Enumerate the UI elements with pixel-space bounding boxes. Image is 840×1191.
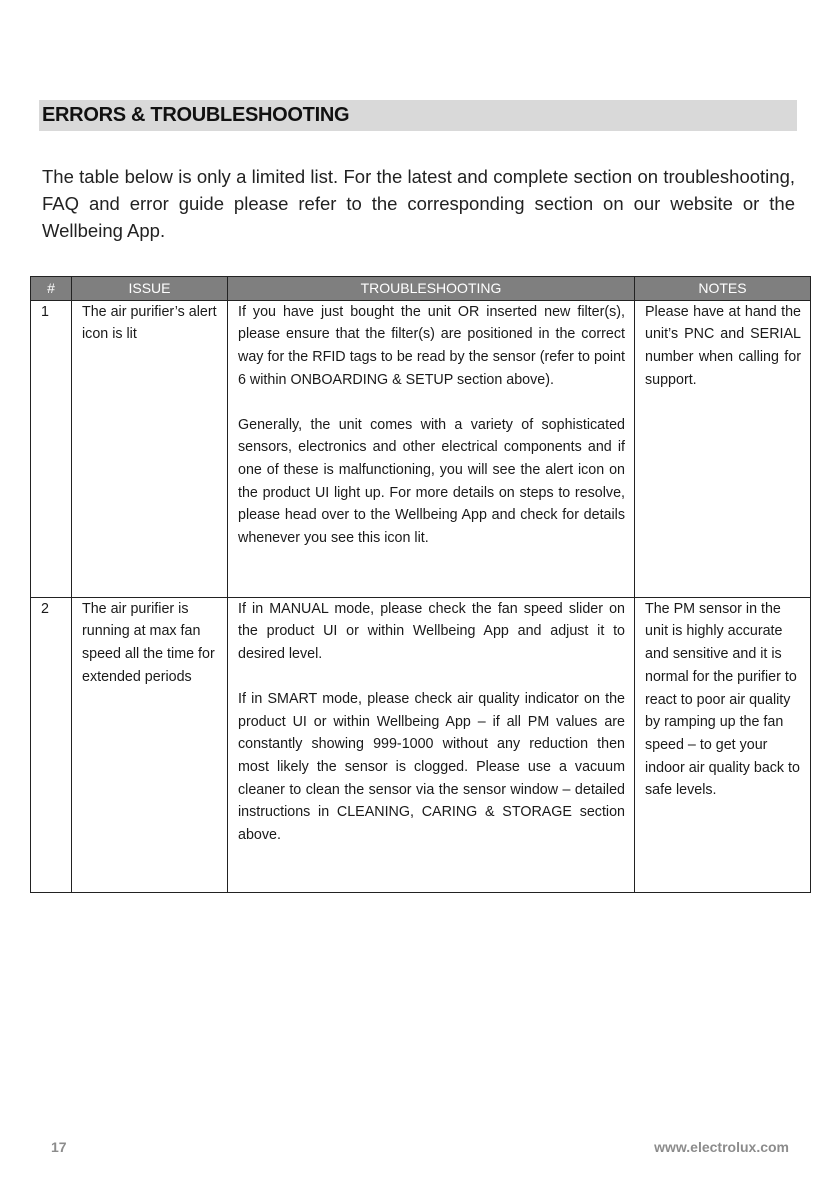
troubleshooting-table <box>30 276 811 893</box>
row-notes <box>635 300 811 597</box>
header-troubleshooting: TROUBLESHOOTING <box>228 277 635 301</box>
row-issue: The air purifier’s alert icon is lit <box>72 300 228 597</box>
row-troubleshooting <box>228 300 635 597</box>
header-notes: NOTES <box>635 277 811 301</box>
row-notes <box>635 597 811 892</box>
header-issue: ISSUE <box>72 277 228 301</box>
table-row <box>31 597 811 892</box>
notes-text: The PM sensor in the unit is highly accurate and sensitive and it is normal for the purifier to react to poor air quality by ramping up the fan speed – to get your indoor air quality back to safe levels. <box>645 600 800 799</box>
page-number: 17 <box>51 1139 67 1155</box>
footer-website: www.electrolux.com <box>654 1139 789 1155</box>
section-title: ERRORS & TROUBLESHOOTING <box>39 100 797 131</box>
row-issue: The air purifier is running at max fan speed all the time for extended periods <box>72 597 228 892</box>
row-number: 2 <box>31 597 72 892</box>
intro-paragraph: The table below is only a limited list. For the latest and complete section on troubleshooting, FAQ and error guide please refer to the corresponding section on our website or the Wellbeing App. <box>42 166 795 241</box>
row-number: 1 <box>31 300 72 597</box>
row-troubleshooting <box>228 597 635 892</box>
table-header-row <box>31 277 811 301</box>
table-row <box>31 300 811 597</box>
header-number: # <box>31 277 72 301</box>
troubleshooting-paragraph: Generally, the unit comes with a variety of sophisticated sensors, electronics and other electrical components and if one of these is malfunctioning, you will see the alert icon on the product UI light up. For more details on steps to resolve, please head over to the Wellbeing App and check for details whenever you see this icon lit. <box>238 416 625 547</box>
troubleshooting-paragraph: If in SMART mode, please check air quality indicator on the product UI or within Wellbeing App – if all PM values are constantly showing 999-1000 without any reduction then most likely the sensor is clogged. Please use a vacuum cleaner to clean the sensor via the sensor window – detailed instructions in CLEANING, CARING & STORAGE section above. <box>238 690 625 844</box>
notes-text: Please have at hand the unit’s PNC and SERIAL number when calling for support. <box>645 303 801 388</box>
troubleshooting-paragraph: If you have just bought the unit OR inserted new filter(s), please ensure that the filter(s) are positioned in the correct way for the RFID tags to be read by the sensor (refer to point 6 within ONBOARDING & SETUP section above). <box>238 303 625 388</box>
troubleshooting-paragraph: If in MANUAL mode, please check the fan speed slider on the product UI or within Wellbeing App and adjust it to desired level. <box>238 600 625 663</box>
